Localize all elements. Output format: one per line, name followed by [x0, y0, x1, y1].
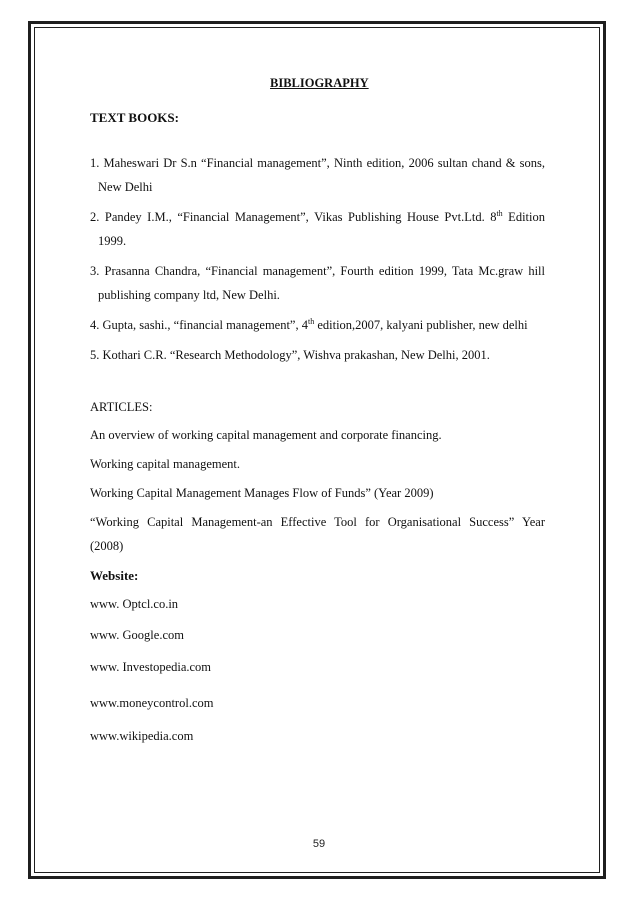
website-item-2: www. Google.com	[90, 628, 184, 642]
article-item-2: Working capital management.	[90, 457, 240, 471]
website-heading: Website:	[90, 568, 139, 583]
website-item-4: www.moneycontrol.com	[90, 696, 214, 710]
page-border-inner	[34, 27, 600, 873]
text-book-item-4-line-1	[90, 318, 528, 333]
text-book-item-3-line-2: publishing company ltd, New Delhi.	[98, 288, 280, 302]
text-book-item-4-text: 4. Gupta, sashi., “financial management”, 4	[90, 318, 308, 332]
website-item-3: www. Investopedia.com	[90, 660, 212, 674]
article-item-4-line-2: (2008)	[90, 539, 124, 553]
text-book-item-5-line-1: 5. Kothari C.R. “Research Methodology”, Wishva prakashan, New Delhi, 2001.	[90, 348, 490, 362]
text-book-item-1-line-1: 1. Maheswari Dr S.n “Financial management”, Ninth edition, 2006 sultan chand & sons,	[90, 156, 545, 170]
text-book-item-2-line-1	[90, 210, 545, 225]
page-number: 59	[312, 838, 326, 850]
article-item-4-line-1: “Working Capital Management-an Effective Tool for Organisational Success” Year	[90, 515, 545, 529]
article-item-3: Working Capital Management Manages Flow of Funds” (Year 2009)	[90, 486, 434, 500]
text-book-item-1-line-2: New Delhi	[98, 180, 153, 194]
articles-heading: ARTICLES:	[90, 400, 153, 414]
text-book-item-2-superscript: th	[496, 208, 503, 218]
website-item-5: www.wikipedia.com	[90, 729, 194, 743]
page-title: BIBLIOGRAPHY	[270, 76, 369, 90]
text-book-item-2-text: 2. Pandey I.M., “Financial Management”, Vikas Publishing House Pvt.Ltd. 8	[90, 210, 497, 224]
text-book-item-3-line-1: 3. Prasanna Chandra, “Financial management”, Fourth edition 1999, Tata Mc.graw hill	[90, 264, 545, 278]
text-book-item-2-line-2: 1999.	[98, 234, 127, 248]
text-book-item-2-text-end: Edition	[502, 210, 545, 224]
article-item-1: An overview of working capital management and corporate financing.	[90, 428, 442, 442]
website-item-1: www. Optcl.co.in	[90, 597, 179, 611]
text-book-item-4-text-end: edition,2007, kalyani publisher, new delhi	[314, 318, 528, 332]
text-books-heading: TEXT BOOKS:	[90, 110, 179, 125]
text-book-item-4-superscript: th	[307, 316, 315, 326]
